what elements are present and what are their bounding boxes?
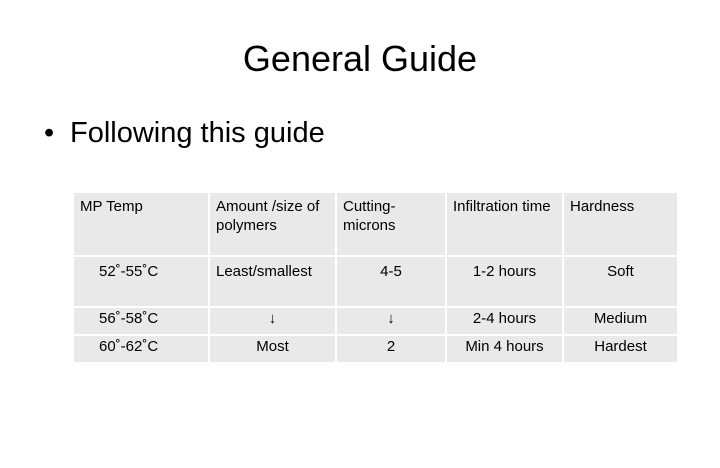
cell-hardness: Soft	[564, 257, 677, 306]
cell-amount-size: Least/smallest	[210, 257, 335, 306]
guide-table	[72, 191, 679, 364]
table-header-row	[74, 193, 677, 255]
cell-infiltration-time: Min 4 hours	[447, 336, 562, 362]
bullet-item	[44, 114, 325, 152]
header-amount-size: Amount /size of polymers	[210, 193, 335, 255]
cell-infiltration-time: 1-2 hours	[447, 257, 562, 306]
bullet-text: Following this guide	[70, 117, 325, 149]
table-row	[74, 257, 677, 306]
cell-cutting-microns: 4-5	[337, 257, 445, 306]
cell-cutting-microns: 2	[337, 336, 445, 362]
header-cutting-microns: Cutting-microns	[337, 193, 445, 255]
cell-cutting-microns-arrow: ↓	[337, 308, 445, 334]
table-row	[74, 308, 677, 334]
header-mp-temp: MP Temp	[74, 193, 208, 255]
table-row	[74, 336, 677, 362]
cell-infiltration-time: 2-4 hours	[447, 308, 562, 334]
cell-hardness: Hardest	[564, 336, 677, 362]
header-hardness: Hardness	[564, 193, 677, 255]
header-infiltration-time: Infiltration time	[447, 193, 562, 255]
cell-hardness: Medium	[564, 308, 677, 334]
bullet-dot-icon: •	[44, 117, 55, 149]
cell-mp-temp: 52˚-55˚C	[74, 257, 208, 306]
cell-mp-temp: 60˚-62˚C	[74, 336, 208, 362]
slide-title: General Guide	[242, 38, 478, 79]
cell-mp-temp: 56˚-58˚C	[74, 308, 208, 334]
cell-amount-size-arrow: ↓	[210, 308, 335, 334]
cell-amount-size: Most	[210, 336, 335, 362]
